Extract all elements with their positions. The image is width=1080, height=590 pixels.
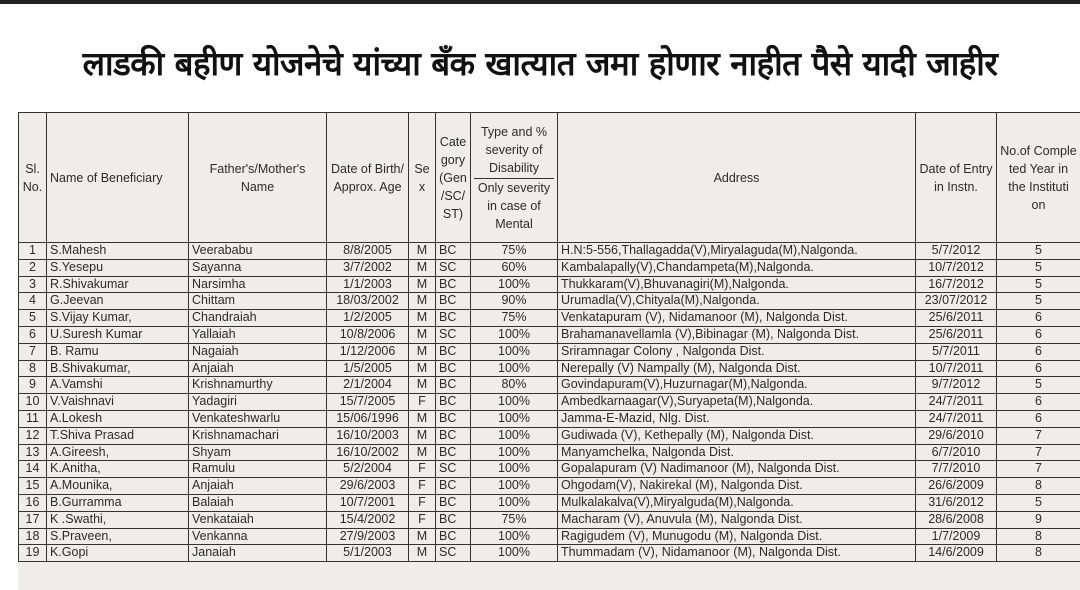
cell-completed-years: 7 <box>997 444 1080 461</box>
cell-date-of-birth: 1/2/2005 <box>327 310 409 327</box>
cell-sl-no: 13 <box>19 444 47 461</box>
cell-completed-years: 8 <box>997 528 1080 545</box>
cell-beneficiary-name: S.Mahesh <box>47 243 189 260</box>
cell-disability-severity: 100% <box>471 528 558 545</box>
cell-address: Thukkaram(V),Bhuvanagiri(M),Nalgonda. <box>558 276 916 293</box>
cell-sl-no: 11 <box>19 410 47 427</box>
cell-sex: M <box>409 293 436 310</box>
cell-sex: F <box>409 511 436 528</box>
cell-address: Jamma-E-Mazid, Nlg. Dist. <box>558 410 916 427</box>
cell-address: Ohgodam(V), Nakirekal (M), Nalgonda Dist. <box>558 478 916 495</box>
cell-disability-severity: 100% <box>471 326 558 343</box>
cell-parent-name: Venkataiah <box>189 511 327 528</box>
header-beneficiary-name: Name of Beneficiary <box>47 113 189 243</box>
cell-date-of-birth: 16/10/2003 <box>327 427 409 444</box>
cell-date-of-birth: 5/1/2003 <box>327 545 409 562</box>
cell-parent-name: Chittam <box>189 293 327 310</box>
cell-disability-severity: 100% <box>471 478 558 495</box>
cell-sex: M <box>409 545 436 562</box>
cell-beneficiary-name: A.Vamshi <box>47 377 189 394</box>
cell-category: BC <box>436 310 471 327</box>
cell-parent-name: Narsimha <box>189 276 327 293</box>
cell-completed-years: 6 <box>997 343 1080 360</box>
cell-sex: M <box>409 410 436 427</box>
cell-entry-date: 6/7/2010 <box>916 444 997 461</box>
cell-sl-no: 19 <box>19 545 47 562</box>
table-row <box>19 259 1080 276</box>
cell-parent-name: Janaiah <box>189 545 327 562</box>
cell-sl-no: 12 <box>19 427 47 444</box>
cell-date-of-birth: 16/10/2002 <box>327 444 409 461</box>
cell-completed-years: 5 <box>997 276 1080 293</box>
cell-completed-years: 7 <box>997 461 1080 478</box>
cell-disability-severity: 100% <box>471 394 558 411</box>
cell-completed-years: 8 <box>997 478 1080 495</box>
cell-sex: F <box>409 494 436 511</box>
cell-parent-name: Krishnamachari <box>189 427 327 444</box>
table-row <box>19 310 1080 327</box>
cell-parent-name: Ramulu <box>189 461 327 478</box>
table-row <box>19 444 1080 461</box>
cell-disability-severity: 100% <box>471 461 558 478</box>
cell-beneficiary-name: S.Praveen, <box>47 528 189 545</box>
header-parent-name: Father's/Mother's Name <box>189 113 327 243</box>
cell-entry-date: 5/7/2011 <box>916 343 997 360</box>
cell-completed-years: 5 <box>997 293 1080 310</box>
cell-sl-no: 14 <box>19 461 47 478</box>
cell-parent-name: Anjaiah <box>189 478 327 495</box>
cell-sl-no: 2 <box>19 259 47 276</box>
cell-address: Mulkalakalva(V),Miryalguda(M),Nalgonda. <box>558 494 916 511</box>
cell-entry-date: 23/07/2012 <box>916 293 997 310</box>
cell-beneficiary-name: T.Shiva Prasad <box>47 427 189 444</box>
cell-sl-no: 15 <box>19 478 47 495</box>
cell-beneficiary-name: B.Shivakumar, <box>47 360 189 377</box>
cell-entry-date: 9/7/2012 <box>916 377 997 394</box>
cell-address: Macharam (V), Anuvula (M), Nalgonda Dist. <box>558 511 916 528</box>
cell-sex: M <box>409 528 436 545</box>
cell-address: H.N:5-556,Thallagadda(V),Miryalaguda(M),Nalgonda. <box>558 243 916 260</box>
cell-completed-years: 5 <box>997 259 1080 276</box>
cell-beneficiary-name: A.Gireesh, <box>47 444 189 461</box>
cell-address: Kambalapally(V),Chandampeta(M),Nalgonda. <box>558 259 916 276</box>
cell-address: Brahamanavellamla (V),Bibinagar (M), Nalgonda Dist. <box>558 326 916 343</box>
cell-date-of-birth: 10/7/2001 <box>327 494 409 511</box>
page-headline: लाडकी बहीण योजनेचे यांच्या बँक खात्यात जमा होणार नाहीत पैसे यादी जाहीर <box>82 44 998 83</box>
cell-completed-years: 7 <box>997 427 1080 444</box>
table-row <box>19 377 1080 394</box>
cell-address: Ragigudem (V), Munugodu (M), Nalgonda Dist. <box>558 528 916 545</box>
table-row <box>19 427 1080 444</box>
header-sl-no: Sl. No. <box>19 113 47 243</box>
cell-disability-severity: 100% <box>471 276 558 293</box>
cell-category: BC <box>436 528 471 545</box>
header-date-of-birth: Date of Birth/ Approx. Age <box>327 113 409 243</box>
cell-category: BC <box>436 494 471 511</box>
cell-disability-severity: 100% <box>471 410 558 427</box>
cell-parent-name: Sayanna <box>189 259 327 276</box>
cell-completed-years: 6 <box>997 310 1080 327</box>
cell-category: BC <box>436 427 471 444</box>
cell-beneficiary-name: S.Yesepu <box>47 259 189 276</box>
cell-address: Ambedkarnaagar(V),Suryapeta(M),Nalgonda. <box>558 394 916 411</box>
header-row <box>19 113 1080 243</box>
cell-address: Gudiwada (V), Kethepally (M), Nalgonda Dist. <box>558 427 916 444</box>
cell-date-of-birth: 10/8/2006 <box>327 326 409 343</box>
cell-sex: F <box>409 478 436 495</box>
header-disability-mental: Only severity in case of Mental <box>477 180 551 231</box>
cell-completed-years: 6 <box>997 360 1080 377</box>
cell-category: SC <box>436 461 471 478</box>
cell-entry-date: 24/7/2011 <box>916 394 997 411</box>
cell-sl-no: 9 <box>19 377 47 394</box>
cell-parent-name: Venkanna <box>189 528 327 545</box>
cell-disability-severity: 75% <box>471 511 558 528</box>
cell-address: Govindapuram(V),Huzurnagar(M),Nalgonda. <box>558 377 916 394</box>
cell-parent-name: Veerababu <box>189 243 327 260</box>
cell-beneficiary-name: K .Swathi, <box>47 511 189 528</box>
scanned-document <box>18 112 1080 590</box>
cell-sex: M <box>409 243 436 260</box>
cell-completed-years: 9 <box>997 511 1080 528</box>
header-sex: Se x <box>409 113 436 243</box>
table-row <box>19 494 1080 511</box>
cell-category: BC <box>436 394 471 411</box>
cell-sex: M <box>409 360 436 377</box>
cell-beneficiary-name: S.Vijay Kumar, <box>47 310 189 327</box>
cell-sex: M <box>409 276 436 293</box>
cell-address: Nerepally (V) Nampally (M), Nalgonda Dist. <box>558 360 916 377</box>
cell-date-of-birth: 1/5/2005 <box>327 360 409 377</box>
cell-sex: M <box>409 343 436 360</box>
cell-entry-date: 26/6/2009 <box>916 478 997 495</box>
cell-sl-no: 1 <box>19 243 47 260</box>
cell-date-of-birth: 18/03/2002 <box>327 293 409 310</box>
cell-address: Thummadam (V), Nidamanoor (M), Nalgonda Dist. <box>558 545 916 562</box>
cell-date-of-birth: 1/12/2006 <box>327 343 409 360</box>
cell-parent-name: Krishnamurthy <box>189 377 327 394</box>
cell-entry-date: 28/6/2008 <box>916 511 997 528</box>
cell-beneficiary-name: U.Suresh Kumar <box>47 326 189 343</box>
cell-parent-name: Chandraiah <box>189 310 327 327</box>
cell-parent-name: Venkateshwarlu <box>189 410 327 427</box>
cell-disability-severity: 100% <box>471 360 558 377</box>
cell-date-of-birth: 15/4/2002 <box>327 511 409 528</box>
cell-sex: M <box>409 444 436 461</box>
cell-entry-date: 5/7/2012 <box>916 243 997 260</box>
table-row <box>19 545 1080 562</box>
cell-date-of-birth: 2/1/2004 <box>327 377 409 394</box>
cell-beneficiary-name: B. Ramu <box>47 343 189 360</box>
cell-disability-severity: 100% <box>471 444 558 461</box>
cell-parent-name: Yallaiah <box>189 326 327 343</box>
cell-beneficiary-name: V.Vaishnavi <box>47 394 189 411</box>
cell-sl-no: 16 <box>19 494 47 511</box>
cell-sl-no: 18 <box>19 528 47 545</box>
cell-entry-date: 31/6/2012 <box>916 494 997 511</box>
cell-sex: F <box>409 394 436 411</box>
cell-sex: M <box>409 326 436 343</box>
cell-category: BC <box>436 293 471 310</box>
cell-disability-severity: 80% <box>471 377 558 394</box>
cell-sl-no: 6 <box>19 326 47 343</box>
cell-parent-name: Nagaiah <box>189 343 327 360</box>
cell-sl-no: 4 <box>19 293 47 310</box>
header-address: Address <box>558 113 916 243</box>
cell-entry-date: 25/6/2011 <box>916 326 997 343</box>
beneficiary-table <box>18 112 1080 562</box>
cell-completed-years: 8 <box>997 545 1080 562</box>
table-row <box>19 343 1080 360</box>
cell-sl-no: 17 <box>19 511 47 528</box>
cell-sl-no: 3 <box>19 276 47 293</box>
cell-disability-severity: 100% <box>471 494 558 511</box>
cell-address: Venkatapuram (V), Nidamanoor (M), Nalgonda Dist. <box>558 310 916 327</box>
cell-category: BC <box>436 343 471 360</box>
cell-beneficiary-name: A.Lokesh <box>47 410 189 427</box>
cell-sex: F <box>409 461 436 478</box>
cell-parent-name: Anjaiah <box>189 360 327 377</box>
cell-category: SC <box>436 545 471 562</box>
cell-date-of-birth: 27/9/2003 <box>327 528 409 545</box>
table-row <box>19 410 1080 427</box>
header-disability <box>471 113 558 243</box>
cell-entry-date: 10/7/2011 <box>916 360 997 377</box>
cell-disability-severity: 100% <box>471 427 558 444</box>
cell-parent-name: Yadagiri <box>189 394 327 411</box>
cell-completed-years: 5 <box>997 243 1080 260</box>
cell-disability-severity: 75% <box>471 243 558 260</box>
cell-completed-years: 6 <box>997 326 1080 343</box>
cell-address: Sriramnagar Colony , Nalgonda Dist. <box>558 343 916 360</box>
cell-date-of-birth: 5/2/2004 <box>327 461 409 478</box>
cell-date-of-birth: 15/7/2005 <box>327 394 409 411</box>
cell-disability-severity: 75% <box>471 310 558 327</box>
cell-category: SC <box>436 259 471 276</box>
cell-entry-date: 1/7/2009 <box>916 528 997 545</box>
table-row <box>19 360 1080 377</box>
header-entry-date: Date of Entry in Instn. <box>916 113 997 243</box>
cell-entry-date: 14/6/2009 <box>916 545 997 562</box>
cell-category: BC <box>436 511 471 528</box>
cell-sl-no: 7 <box>19 343 47 360</box>
cell-beneficiary-name: B.Gurramma <box>47 494 189 511</box>
cell-disability-severity: 100% <box>471 545 558 562</box>
cell-sex: M <box>409 427 436 444</box>
table-row <box>19 293 1080 310</box>
header-category: Cate gory (Gen /SC/ ST) <box>436 113 471 243</box>
cell-sl-no: 10 <box>19 394 47 411</box>
cell-category: BC <box>436 243 471 260</box>
cell-address: Gopalapuram (V) Nadimanoor (M), Nalgonda Dist. <box>558 461 916 478</box>
cell-parent-name: Shyam <box>189 444 327 461</box>
cell-sex: M <box>409 310 436 327</box>
cell-entry-date: 29/6/2010 <box>916 427 997 444</box>
table-row <box>19 243 1080 260</box>
cell-date-of-birth: 29/6/2003 <box>327 478 409 495</box>
cell-sl-no: 8 <box>19 360 47 377</box>
cell-disability-severity: 100% <box>471 343 558 360</box>
cell-sex: M <box>409 377 436 394</box>
cell-category: BC <box>436 444 471 461</box>
cell-date-of-birth: 15/06/1996 <box>327 410 409 427</box>
cell-entry-date: 10/7/2012 <box>916 259 997 276</box>
cell-beneficiary-name: K.Anitha, <box>47 461 189 478</box>
table-row <box>19 478 1080 495</box>
cell-beneficiary-name: K.Gopi <box>47 545 189 562</box>
cell-address: Manyamchelka, Nalgonda Dist. <box>558 444 916 461</box>
cell-completed-years: 6 <box>997 410 1080 427</box>
cell-category: BC <box>436 276 471 293</box>
cell-entry-date: 7/7/2010 <box>916 461 997 478</box>
table-row <box>19 276 1080 293</box>
cell-category: BC <box>436 410 471 427</box>
header-completed-years: No.of Comple ted Year in the Instituti on <box>997 113 1080 243</box>
cell-entry-date: 16/7/2012 <box>916 276 997 293</box>
cell-entry-date: 25/6/2011 <box>916 310 997 327</box>
cell-completed-years: 5 <box>997 377 1080 394</box>
cell-sex: M <box>409 259 436 276</box>
cell-category: SC <box>436 326 471 343</box>
cell-category: BC <box>436 377 471 394</box>
cell-date-of-birth: 8/8/2005 <box>327 243 409 260</box>
table-row <box>19 394 1080 411</box>
table-row <box>19 326 1080 343</box>
cell-date-of-birth: 1/1/2003 <box>327 276 409 293</box>
cell-parent-name: Balaiah <box>189 494 327 511</box>
cell-beneficiary-name: R.Shivakumar <box>47 276 189 293</box>
top-border <box>0 0 1080 4</box>
table-row <box>19 528 1080 545</box>
cell-category: BC <box>436 478 471 495</box>
cell-disability-severity: 90% <box>471 293 558 310</box>
table-row <box>19 511 1080 528</box>
cell-category: BC <box>436 360 471 377</box>
cell-date-of-birth: 3/7/2002 <box>327 259 409 276</box>
cell-beneficiary-name: G.Jeevan <box>47 293 189 310</box>
cell-beneficiary-name: A.Mounika, <box>47 478 189 495</box>
header-disability-type: Type and % severity of Disability <box>474 123 554 179</box>
cell-sl-no: 5 <box>19 310 47 327</box>
cell-completed-years: 5 <box>997 494 1080 511</box>
cell-entry-date: 24/7/2011 <box>916 410 997 427</box>
cell-address: Urumadla(V),Chityala(M),Nalgonda. <box>558 293 916 310</box>
table-row <box>19 461 1080 478</box>
cell-completed-years: 6 <box>997 394 1080 411</box>
cell-disability-severity: 60% <box>471 259 558 276</box>
